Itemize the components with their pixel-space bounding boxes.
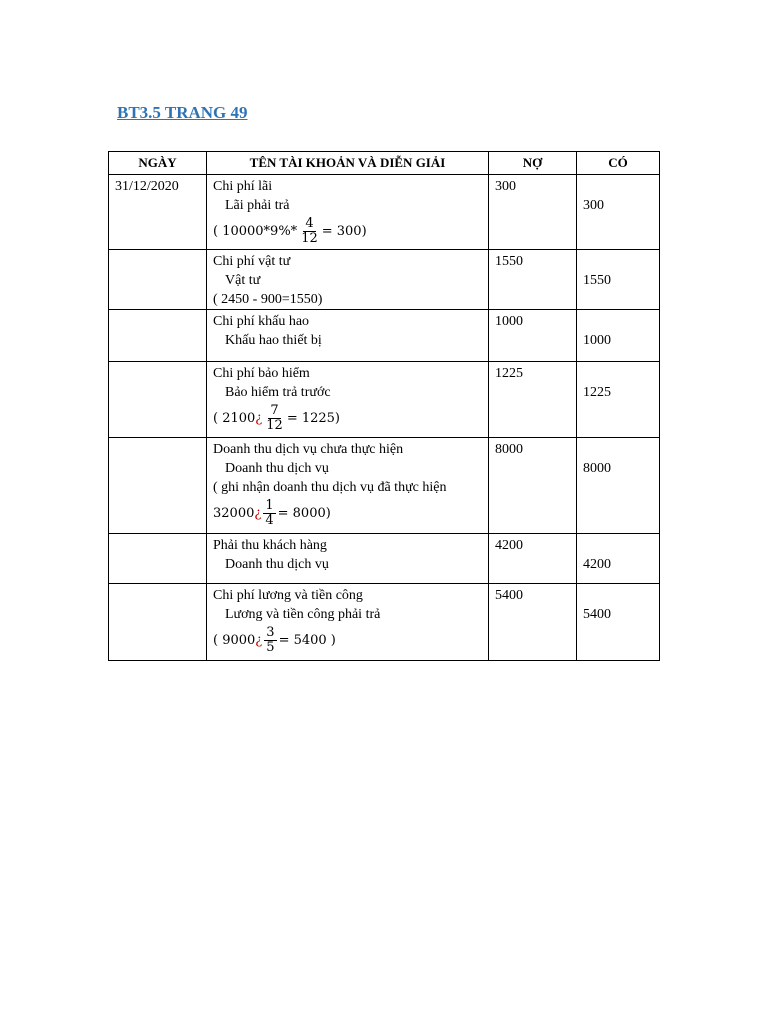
credit-cell: 1225 <box>577 362 660 438</box>
formula-prefix: ( 10000*9%* <box>213 223 298 239</box>
calculation-note: ( 2450 - 900=1550) <box>213 292 323 307</box>
credit-cell: 5400 <box>577 584 660 661</box>
credit-cell: 1000 <box>577 310 660 362</box>
date-cell <box>109 584 207 661</box>
debit-account: Chi phí lãi <box>213 179 273 194</box>
fraction-numerator: 1 <box>265 497 274 513</box>
formula <box>213 402 482 434</box>
formula-suffix: = 5400 ) <box>278 632 336 648</box>
debit-cell: 300 <box>489 175 577 250</box>
formula-suffix: = 300) <box>321 223 367 239</box>
description-cell <box>207 584 489 661</box>
credit-cell: 1550 <box>577 250 660 310</box>
description-cell <box>207 250 489 310</box>
debit-cell: 1550 <box>489 250 577 310</box>
table-row <box>109 534 660 584</box>
debit-account: Chi phí khấu hao <box>213 314 310 329</box>
credit-cell: 300 <box>577 175 660 250</box>
credit-account: Khấu hao thiết bị <box>225 333 322 348</box>
fraction-numerator: 4 <box>305 215 314 231</box>
fraction-numerator: 3 <box>266 624 275 640</box>
fraction <box>299 217 320 246</box>
formula-suffix: = 8000) <box>277 505 331 521</box>
table-row <box>109 438 660 534</box>
debit-cell: 4200 <box>489 534 577 584</box>
table-row <box>109 175 660 250</box>
formula-mark: ¿ <box>254 505 262 521</box>
date-cell <box>109 310 207 362</box>
date-cell <box>109 250 207 310</box>
credit-account: Doanh thu dịch vụ <box>225 461 329 476</box>
formula-mark: ¿ <box>255 632 263 648</box>
debit-account: Doanh thu dịch vụ chưa thực hiện <box>213 442 404 457</box>
description-cell <box>207 175 489 250</box>
description-cell <box>207 438 489 534</box>
debit-cell: 8000 <box>489 438 577 534</box>
credit-cell: 4200 <box>577 534 660 584</box>
formula-prefix: ( 2100 <box>213 410 256 426</box>
fraction-denominator: 4 <box>265 512 274 528</box>
debit-account: Chi phí vật tư <box>213 254 291 269</box>
credit-account: Doanh thu dịch vụ <box>225 557 329 572</box>
table-row <box>109 310 660 362</box>
fraction-denominator: 12 <box>266 417 283 433</box>
debit-account: Chi phí lương và tiền công <box>213 588 363 603</box>
fraction-denominator: 12 <box>301 230 318 246</box>
credit-account: Lãi phải trả <box>225 198 290 213</box>
header-date: NGÀY <box>109 152 207 175</box>
credit-account: Bảo hiểm trả trước <box>225 385 331 400</box>
debit-cell: 1000 <box>489 310 577 362</box>
header-credit: CÓ <box>577 152 660 175</box>
credit-cell: 8000 <box>577 438 660 534</box>
formula-prefix: ( 9000 <box>213 632 256 648</box>
date-cell <box>109 534 207 584</box>
table-row <box>109 250 660 310</box>
debit-account: Chi phí bảo hiểm <box>213 366 310 381</box>
formula-mark: ¿ <box>255 410 263 426</box>
formula <box>213 215 482 247</box>
debit-account: Phải thu khách hàng <box>213 538 327 553</box>
header-description: TÊN TÀI KHOẢN VÀ DIỄN GIẢI <box>207 152 489 175</box>
formula <box>213 624 482 656</box>
formula-prefix: 32000 <box>213 505 255 521</box>
table-row <box>109 584 660 661</box>
formula <box>213 497 482 529</box>
debit-cell: 5400 <box>489 584 577 661</box>
description-cell <box>207 534 489 584</box>
credit-account: Lương và tiền công phải trả <box>225 607 381 622</box>
header-row <box>109 152 660 175</box>
journal-table <box>108 151 660 661</box>
description-cell <box>207 362 489 438</box>
fraction <box>264 626 276 655</box>
table-row <box>109 362 660 438</box>
fraction <box>263 499 275 528</box>
fraction-numerator: 7 <box>270 402 279 418</box>
credit-account: Vật tư <box>225 273 261 288</box>
debit-cell: 1225 <box>489 362 577 438</box>
date-cell <box>109 438 207 534</box>
fraction <box>264 404 285 433</box>
header-debit: NỢ <box>489 152 577 175</box>
fraction-denominator: 5 <box>266 639 275 655</box>
calculation-note: ( ghi nhận doanh thu dịch vụ đã thực hiện <box>213 480 447 495</box>
description-cell <box>207 310 489 362</box>
date-cell: 31/12/2020 <box>109 175 207 250</box>
page-title: BT3.5 TRANG 49 <box>117 103 248 122</box>
formula-suffix: = 1225) <box>286 410 341 426</box>
date-cell <box>109 362 207 438</box>
